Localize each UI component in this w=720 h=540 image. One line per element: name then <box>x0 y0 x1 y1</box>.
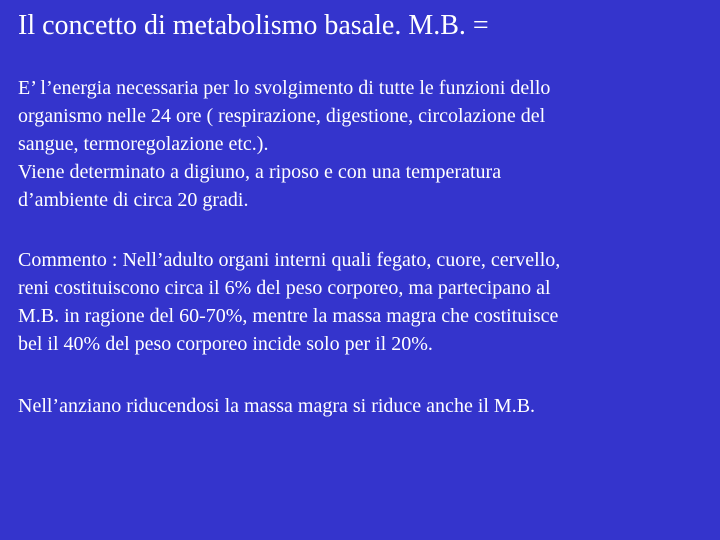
paragraph-elderly: Nell’anziano riducendosi la massa magra si riduce anche il M.B. <box>18 395 536 417</box>
paragraph-comment: Commento : Nell’adulto organi interni quali fegato, cuore, cervello, reni costituiscono circa il 6% del peso corporeo, ma partecipano al M.B. in ragione del 60-70%, mentre la massa magra che costituisce bel il 40% del peso corporeo incide solo per il 20%. <box>18 249 561 355</box>
paragraph-definition: E’ l’energia necessaria per lo svolgimento di tutte le funzioni dello organismo nelle 24 ore ( respirazione, digestione, circolazione del sangue, termoregolazione etc.). Viene determinato a digiuno, a riposo e con una temperatura d’ambiente di circa 20 gradi. <box>18 77 551 211</box>
slide-title: Il concetto di metabolismo basale. M.B. = <box>18 10 489 41</box>
